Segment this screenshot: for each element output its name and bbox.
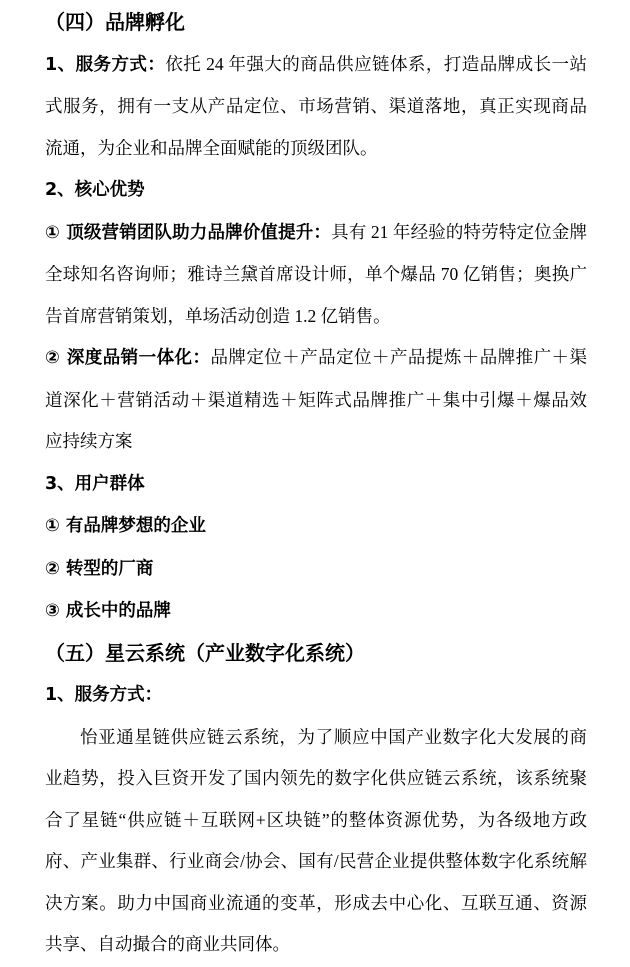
run-text-advantage-2: 品牌定位＋产品定位＋产品提炼＋品牌推广＋渠道深化＋营销活动＋渠道精选＋矩阵式品牌推广＋集中引爆＋爆品效应持续方案 (45, 347, 587, 451)
para-5-service-mode-label (45, 674, 587, 717)
heading-section-5-nebula-system: （五）星云系统（产业数字化系统） (45, 640, 365, 665)
run-text-nebula-description: 怡亚通星链供应链云系统，为了顺应中国产业数字化大发展的商业趋势，投入巨资开发了国内领先的数字化供应链云系统，该系统聚合了星链“供应链＋互联网+区块链”的整体资源优势，为各级地方政府、产业集群、行业商会/协会、国有/民营企业提供整体数字化系统解决方案。助力中国商业流通的变革，形成去中心化、互联互通、资源共享、自动撮合的商业共同体。 (45, 726, 587, 954)
run-label-core-advantages: 2、核心优势 (45, 180, 145, 200)
run-label-service-mode: 1、服务方式： (45, 54, 166, 75)
run-text-advantage-1: 具有 21 年经验的特劳特定位金牌全球知名咨询师；雅诗兰黛首席设计师，单个爆品 70 亿销售；奥换广告首席营销策划，单场活动创造 1.2 亿销售。 (45, 221, 587, 326)
run-text-user-group-2: ② 转型的厂商 (45, 558, 154, 579)
list-item-user-group-1 (45, 505, 587, 548)
heading-section-4-brand-incubation: （四）品牌孵化 (45, 10, 185, 34)
para-3-user-groups (45, 463, 587, 506)
run-label-advantage-1: ① 顶级营销团队助力品牌价值提升： (45, 222, 332, 243)
list-item-user-group-2 (45, 548, 587, 591)
run-label-advantage-2: ② 深度品销一体化： (45, 348, 211, 368)
run-label-user-groups: 3、用户群体 (45, 473, 145, 494)
para-1-service-mode (45, 44, 587, 170)
list-item-user-group-3 (45, 590, 587, 633)
para-2-core-advantages (45, 169, 587, 212)
run-label-service-mode-2: 1、服务方式： (45, 685, 163, 705)
para-advantage-2-integrated-sales (45, 337, 587, 463)
run-text-user-group-3: ③ 成长中的品牌 (45, 601, 171, 621)
para-advantage-1-marketing-team (45, 212, 587, 338)
run-text-user-group-1: ① 有品牌梦想的企业 (45, 516, 206, 536)
run-text-service-mode: 依托 24 年强大的商品供应链体系，打造品牌成长一站式服务，拥有一支从产品定位、市场营销、渠道落地，真正实现商品流通，为企业和品牌全面赋能的顶级团队。 (45, 53, 587, 158)
para-nebula-description (45, 717, 587, 966)
